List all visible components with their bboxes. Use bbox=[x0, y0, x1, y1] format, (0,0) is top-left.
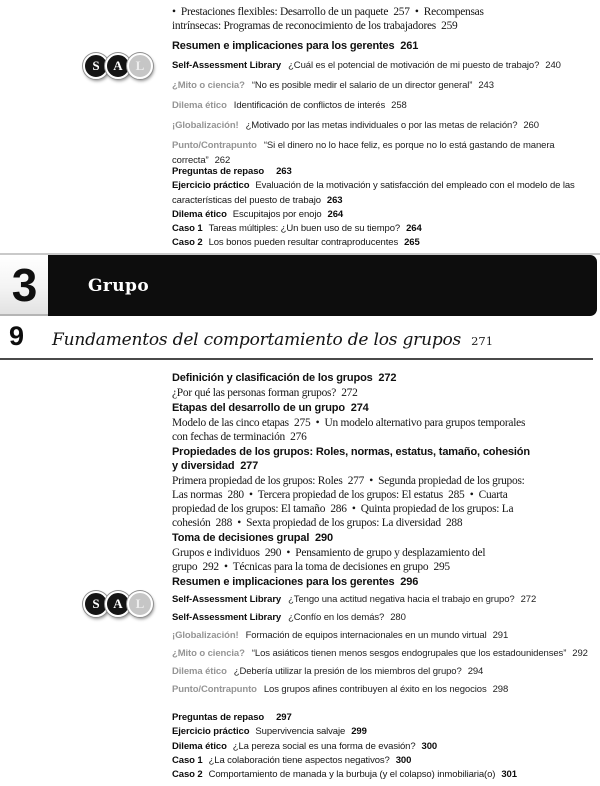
chapter-page: 271 bbox=[471, 334, 494, 348]
feature-text: “No es posible medir el salario de un director general” bbox=[251, 80, 473, 91]
feature-text: ¿Debería utilizar la presión de los miembros del grupo? bbox=[233, 666, 462, 677]
end-row: Caso 2 Los bonos pueden resultar contraproducentes 265 bbox=[172, 237, 420, 249]
sal-circle-l-icon: L bbox=[127, 53, 153, 79]
end-row: Ejercicio práctico Evaluación de la motivación y satisfacción del empleado con el modelo de las características del puesto de trabajo 263 bbox=[172, 180, 575, 206]
feature-label: ¿Mito o ciencia? bbox=[172, 648, 245, 659]
heading-rule bbox=[0, 358, 593, 360]
toc-heading: Definición y clasificación de los grupos 272 bbox=[172, 372, 397, 384]
end-row: Caso 2 Comportamiento de manada y la burbuja (y el colapso) inmobiliaria(o) 301 bbox=[172, 769, 517, 781]
summary-heading: Resumen e implicaciones para los gerentes 261 bbox=[172, 40, 419, 52]
part-title: Grupo bbox=[88, 275, 150, 296]
feature-page: 260 bbox=[523, 120, 539, 131]
toc-subtopics: Grupos e individuos 290 • Pensamiento de grupo y desplazamiento del grupo 292 • Técnicas para la toma de decisiones en grupo 295 bbox=[172, 547, 486, 573]
sal-circle-s-icon: S bbox=[83, 53, 109, 79]
end-row: Preguntas de repaso 263 bbox=[172, 166, 292, 177]
end-row: Dilema ético Escupitajos por enojo 264 bbox=[172, 208, 344, 220]
feature-row bbox=[172, 58, 598, 73]
feature-text: ¿Tengo una actitud negativa hacia el trabajo en grupo? bbox=[288, 594, 515, 605]
feature-row bbox=[172, 138, 598, 168]
toc-heading: Toma de decisiones grupal 290 bbox=[172, 532, 333, 544]
chapter-title: Fundamentos del comportamiento de los grupos bbox=[52, 330, 462, 350]
feature-page: 298 bbox=[492, 684, 509, 695]
toc-heading: Etapas del desarrollo de un grupo 274 bbox=[172, 402, 369, 414]
feature-label: Dilema ético bbox=[172, 666, 227, 677]
feature-text: ¿Confío en los demás? bbox=[288, 612, 385, 623]
part-number: 3 bbox=[0, 255, 48, 316]
part-title-bar bbox=[48, 255, 597, 316]
feature-text: Identificación de conflictos de interés bbox=[233, 100, 386, 111]
feature-label: Self-Assessment Library bbox=[172, 612, 282, 623]
feature-label: Punto/Contrapunto bbox=[172, 140, 257, 151]
feature-label: ¡Globalización! bbox=[172, 630, 239, 641]
toc-subtopics: Primera propiedad de los grupos: Roles 277 • Segunda propiedad de los grupos: Las normas 280 • Tercera propiedad de los grupos: El estatus 285 • Cuarta propiedad de los grupos: El tamaño 286 • Quinta propiedad de los grupos: La cohesión 288 • Sexta propiedad de los grupos: La diversidad 288 bbox=[172, 475, 525, 529]
end-row: Caso 1 Tareas múltiples: ¿Un buen uso de su tiempo? 264 bbox=[172, 223, 422, 235]
feature-row bbox=[172, 611, 598, 625]
chapter-contents bbox=[172, 371, 598, 590]
feature-label: Punto/Contrapunto bbox=[172, 684, 257, 695]
feature-label: ¡Globalización! bbox=[172, 120, 239, 131]
feature-text: “Los asiáticos tienen menos sesgos endogrupales que los estadounidenses” bbox=[251, 648, 567, 659]
feature-label: Self-Assessment Library bbox=[172, 60, 282, 71]
feature-page: 294 bbox=[467, 666, 484, 677]
feature-text: Formación de equipos internacionales en un mundo virtual bbox=[245, 630, 487, 641]
feature-label: Self-Assessment Library bbox=[172, 594, 282, 605]
toc-heading: Propiedades de los grupos: Roles, normas, estatus, tamaño, cohesión y diversidad 277 bbox=[172, 446, 530, 472]
sal-circle-a-icon: A bbox=[105, 591, 131, 617]
toc-heading: Resumen e implicaciones para los gerentes 296 bbox=[172, 576, 419, 588]
feature-page: 291 bbox=[492, 630, 509, 641]
part-banner bbox=[0, 253, 600, 316]
feature-text: “Si el dinero no lo hace feliz, es porque no lo está gastando de manera correcta” bbox=[172, 140, 555, 166]
end-row: Dilema ético ¿La pereza social es una forma de evasión? 300 bbox=[172, 740, 438, 752]
sal-circle-l-icon: L bbox=[127, 591, 153, 617]
feature-label: ¿Mito o ciencia? bbox=[172, 80, 245, 91]
feature-page: 272 bbox=[520, 594, 537, 605]
sal-badge bbox=[83, 591, 153, 617]
end-row: Ejercicio práctico Supervivencia salvaje 299 bbox=[172, 726, 367, 738]
prev-chapter-subtopics bbox=[172, 5, 598, 33]
sal-badge bbox=[83, 53, 153, 79]
chapter-heading bbox=[0, 321, 598, 352]
end-row: Preguntas de repaso 297 bbox=[172, 712, 292, 723]
feature-row bbox=[172, 647, 598, 661]
toc-subtopics: Modelo de las cinco etapas 275 • Un modelo alternativo para grupos temporales con fechas de terminación 276 bbox=[172, 417, 526, 443]
feature-row bbox=[172, 593, 598, 607]
feature-page: 292 bbox=[572, 648, 588, 659]
feature-row bbox=[172, 98, 598, 113]
feature-row bbox=[172, 78, 598, 93]
feature-label: Dilema ético bbox=[172, 100, 227, 111]
feature-text: ¿Cuál es el potencial de motivación de mi puesto de trabajo? bbox=[288, 60, 540, 71]
chapter-number: 9 bbox=[9, 321, 24, 351]
end-row: Caso 1 ¿La colaboración tiene aspectos negativos? 300 bbox=[172, 754, 412, 766]
feature-block-ch9 bbox=[172, 593, 598, 701]
feature-page: 258 bbox=[391, 100, 407, 111]
feature-text: ¿Motivado por las metas individuales o por las metas de relación? bbox=[245, 120, 518, 131]
end-matter-ch8 bbox=[172, 165, 598, 251]
subtopic-line: intrínsecas: Programas de reconocimiento de los trabajadores 259 bbox=[172, 20, 458, 32]
feature-page: 240 bbox=[545, 60, 561, 71]
sal-circle-s-icon: S bbox=[83, 591, 109, 617]
feature-page: 262 bbox=[214, 155, 231, 166]
feature-page: 243 bbox=[478, 80, 494, 91]
sal-circle-a-icon: A bbox=[105, 53, 131, 79]
feature-page: 280 bbox=[390, 612, 406, 623]
feature-text: Los grupos afines contribuyen al éxito en los negocios bbox=[263, 684, 487, 695]
subtopic-line: • Prestaciones flexibles: Desarrollo de un paquete 257 • Recompensas bbox=[172, 6, 484, 18]
feature-row bbox=[172, 118, 598, 133]
feature-row bbox=[172, 629, 598, 643]
feature-row bbox=[172, 683, 598, 697]
feature-row bbox=[172, 665, 598, 679]
toc-subtopics: ¿Por qué las personas forman grupos? 272 bbox=[172, 387, 358, 399]
end-matter-ch9 bbox=[172, 711, 598, 782]
feature-block-ch8 bbox=[172, 58, 598, 173]
